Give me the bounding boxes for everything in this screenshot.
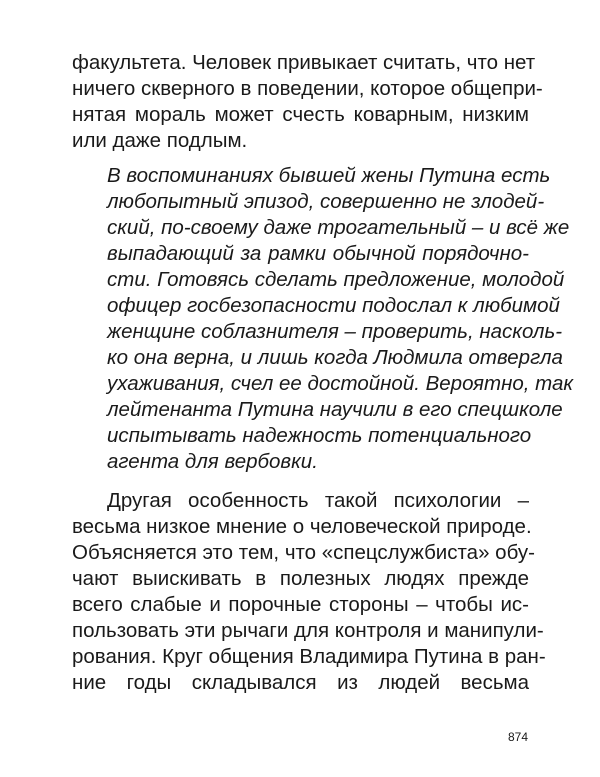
quote-line: любопытный эпизод, совершенно не злодей- — [107, 190, 545, 213]
text-line: чают выискивать в полезных людях прежде — [72, 567, 529, 590]
quote-line: ский, по-своему даже трогательный – и всё же — [107, 216, 570, 239]
quote-line: В воспоминаниях бывшей жены Путина есть — [107, 164, 551, 187]
text-line: ние годы складывался из людей весьма — [72, 671, 529, 694]
text-line: или даже подлым. — [72, 129, 248, 152]
quote-line: лейтенанта Путина научили в его спецшколе — [107, 398, 563, 421]
text-line: весьма низкое мнение о человеческой природе. — [72, 515, 532, 538]
quote-line: агента для вербовки. — [107, 450, 318, 473]
text-line: всего слабые и порочные стороны – чтобы ис- — [72, 593, 529, 616]
italic-quote — [107, 163, 574, 475]
text-line: Другая особенность такой психологии – — [107, 489, 529, 512]
page-number: 874 — [507, 730, 528, 744]
quote-line: офицер госбезопасности подослал к любимой — [107, 294, 560, 317]
paragraph-1 — [72, 50, 543, 154]
quote-line: выпадающий за рамки обычной порядочно- — [107, 242, 529, 265]
text-line: пользовать эти рычаги для контроля и манипули- — [72, 619, 544, 642]
text-line: Объясняется это тем, что «спецслужбиста» обу- — [72, 541, 535, 564]
text-line: рования. Круг общения Владимира Путина в ран- — [72, 645, 546, 668]
text-line: факультета. Человек привыкает считать, что нет — [72, 51, 536, 74]
text-line: ничего скверного в поведении, которое общепри- — [72, 77, 543, 100]
quote-line: ко она верна, и лишь когда Людмила отвергла — [107, 346, 563, 369]
text-line: нятая мораль может счесть коварным, низким — [72, 103, 529, 126]
paragraph-2 — [72, 488, 546, 696]
quote-line: испытывать надежность потенциального — [107, 424, 532, 447]
quote-line: женщине соблазнителя – проверить, насколь- — [107, 320, 563, 343]
quote-line: сти. Готовясь сделать предложение, молодой — [107, 268, 565, 291]
quote-line: ухаживания, счел ее достойной. Вероятно, так — [107, 372, 574, 395]
